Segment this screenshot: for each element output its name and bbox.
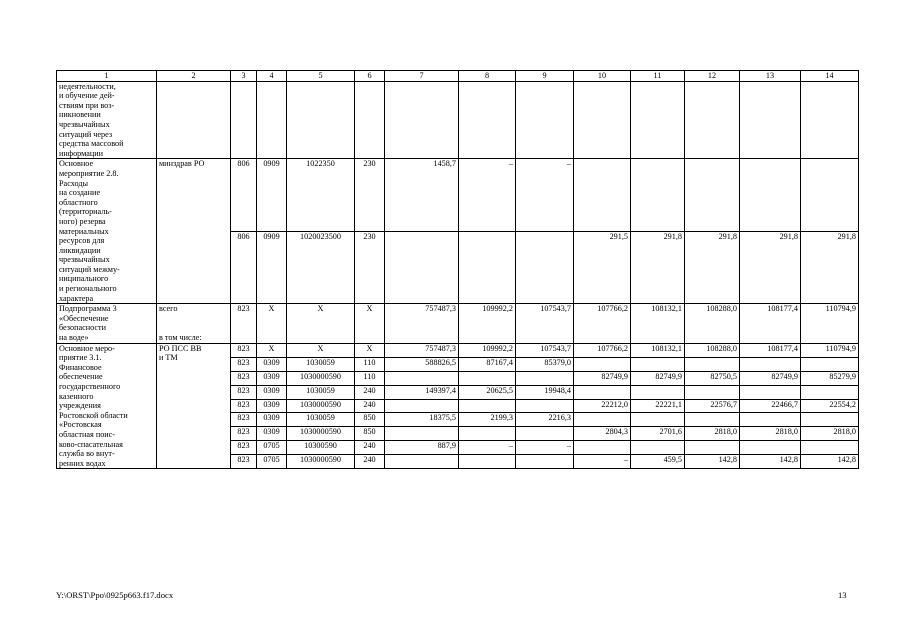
value-cell-col-4: Х bbox=[257, 343, 287, 357]
cell-text-line bbox=[159, 314, 228, 324]
value-cell-col-12 bbox=[685, 81, 740, 159]
value-cell-col-8 bbox=[459, 371, 516, 385]
value-cell-col-5: 1030059 bbox=[287, 413, 355, 427]
value-cell-col-10 bbox=[574, 413, 631, 427]
value-cell-col-3: 823 bbox=[231, 455, 257, 469]
value-cell-col-10: – bbox=[574, 455, 631, 469]
cell-text-line: областного bbox=[59, 197, 98, 207]
value-cell-col-11 bbox=[631, 413, 685, 427]
value-cell-col-6: 850 bbox=[355, 413, 385, 427]
value-cell-col-8 bbox=[459, 231, 516, 303]
value-cell-col-10 bbox=[574, 81, 631, 159]
value-cell-col-13 bbox=[740, 441, 801, 455]
value-cell-col-4: 0705 bbox=[257, 455, 287, 469]
value-cell-col-6: 850 bbox=[355, 427, 385, 441]
value-cell-col-9: 107543,7 bbox=[516, 304, 574, 343]
value-cell-col-13: 142,8 bbox=[740, 455, 801, 469]
value-cell-col-8 bbox=[459, 81, 516, 159]
measure-name-cell bbox=[57, 343, 157, 469]
value-cell-col-8: – bbox=[459, 441, 516, 455]
cell-text-line: ствиям при воз- bbox=[59, 100, 115, 110]
cell-text-line: обеспечение bbox=[59, 372, 103, 382]
value-cell-col-11 bbox=[631, 441, 685, 455]
value-cell-col-6 bbox=[355, 81, 385, 159]
column-number-7: 7 bbox=[385, 71, 459, 82]
value-cell-col-11 bbox=[631, 385, 685, 399]
value-cell-col-12: 291,8 bbox=[685, 231, 740, 303]
value-cell-col-10: 82749,9 bbox=[574, 371, 631, 385]
value-cell-col-13: 82749,9 bbox=[740, 371, 801, 385]
cell-text-line: материальных bbox=[59, 226, 109, 236]
value-cell-col-8: 87167,4 bbox=[459, 357, 516, 371]
cell-text-line: недеятельности, bbox=[59, 81, 116, 91]
value-cell-col-9: 85379,0 bbox=[516, 357, 574, 371]
value-cell-col-11: 108132,1 bbox=[631, 304, 685, 343]
value-cell-col-6: 110 bbox=[355, 357, 385, 371]
value-cell-col-14: 291,8 bbox=[801, 231, 859, 303]
cell-text-line: Основное bbox=[59, 159, 94, 169]
value-cell-col-9: – bbox=[516, 441, 574, 455]
value-cell-col-12: 108288,0 bbox=[685, 343, 740, 357]
value-cell-col-12: 82750,5 bbox=[685, 371, 740, 385]
cell-text-line: минздрав РО bbox=[159, 159, 205, 169]
column-number-12: 12 bbox=[685, 71, 740, 82]
value-cell-col-9: 2216,3 bbox=[516, 413, 574, 427]
value-cell-col-4: 0309 bbox=[257, 427, 287, 441]
footer-file-path: Y:\ORST\Ppo\0925p663.f17.docx bbox=[56, 590, 174, 600]
value-cell-col-3: 823 bbox=[231, 304, 257, 343]
column-number-1: 1 bbox=[57, 71, 157, 82]
cell-text-line: и регионального bbox=[59, 284, 117, 294]
value-cell-col-7 bbox=[385, 371, 459, 385]
value-cell-col-8: – bbox=[459, 159, 516, 231]
value-cell-col-10: 22212,0 bbox=[574, 399, 631, 413]
cell-text-line: никновении bbox=[59, 110, 101, 120]
value-cell-col-7: 1458,7 bbox=[385, 159, 459, 231]
value-cell-col-11: 291,8 bbox=[631, 231, 685, 303]
cell-text-line: на воде» bbox=[59, 333, 89, 343]
value-cell-col-11: 459,5 bbox=[631, 455, 685, 469]
cell-text-line: (территориаль- bbox=[59, 207, 112, 217]
value-cell-col-4: 0309 bbox=[257, 413, 287, 427]
value-cell-col-9 bbox=[516, 399, 574, 413]
value-cell-col-9: 107543,7 bbox=[516, 343, 574, 357]
value-cell-col-14 bbox=[801, 81, 859, 159]
value-cell-col-14: 85279,9 bbox=[801, 371, 859, 385]
value-cell-col-5: 1030000590 bbox=[287, 371, 355, 385]
value-cell-col-12 bbox=[685, 441, 740, 455]
cell-text-line: служба во внут- bbox=[59, 449, 115, 459]
value-cell-col-10: 107766,2 bbox=[574, 304, 631, 343]
column-number-11: 11 bbox=[631, 71, 685, 82]
value-cell-col-13: 108177,4 bbox=[740, 343, 801, 357]
cell-text-line: на создание bbox=[59, 188, 101, 198]
cell-text-line: информации bbox=[59, 148, 104, 158]
value-cell-col-9 bbox=[516, 231, 574, 303]
value-cell-col-4: 0309 bbox=[257, 357, 287, 371]
cell-text-line: средства массовой bbox=[59, 139, 124, 149]
value-cell-col-7: 18375,5 bbox=[385, 413, 459, 427]
value-cell-col-10 bbox=[574, 159, 631, 231]
value-cell-col-14: 2818,0 bbox=[801, 427, 859, 441]
value-cell-col-8 bbox=[459, 399, 516, 413]
value-cell-col-13: 291,8 bbox=[740, 231, 801, 303]
value-cell-col-13 bbox=[740, 413, 801, 427]
column-number-9: 9 bbox=[516, 71, 574, 82]
value-cell-col-3: 823 bbox=[231, 343, 257, 357]
column-number-10: 10 bbox=[574, 71, 631, 82]
value-cell-col-8 bbox=[459, 455, 516, 469]
value-cell-col-7: 757487,3 bbox=[385, 343, 459, 357]
value-cell-col-5: 10300590 bbox=[287, 441, 355, 455]
value-cell-col-6: 240 bbox=[355, 455, 385, 469]
value-cell-col-9 bbox=[516, 427, 574, 441]
value-cell-col-7: 887,9 bbox=[385, 441, 459, 455]
table-row bbox=[57, 81, 859, 159]
value-cell-col-9: – bbox=[516, 159, 574, 231]
value-cell-col-12 bbox=[685, 357, 740, 371]
value-cell-col-8: 20625,5 bbox=[459, 385, 516, 399]
value-cell-col-14: 22554,2 bbox=[801, 399, 859, 413]
value-cell-col-14 bbox=[801, 385, 859, 399]
value-cell-col-11 bbox=[631, 357, 685, 371]
value-cell-col-5: 1020023500 bbox=[287, 231, 355, 303]
cell-text-line: учреждения bbox=[59, 401, 101, 411]
cell-text-line: характера bbox=[59, 293, 94, 303]
table-row bbox=[57, 159, 859, 231]
value-cell-col-9 bbox=[516, 455, 574, 469]
value-cell-col-14 bbox=[801, 357, 859, 371]
cell-text-line: чрезвычайных bbox=[59, 119, 110, 129]
value-cell-col-5: 1022350 bbox=[287, 159, 355, 231]
cell-text-line: всего bbox=[159, 304, 178, 314]
value-cell-col-10 bbox=[574, 357, 631, 371]
value-cell-col-12: 142,8 bbox=[685, 455, 740, 469]
value-cell-col-5: Х bbox=[287, 343, 355, 357]
value-cell-col-11 bbox=[631, 81, 685, 159]
value-cell-col-13: 108177,4 bbox=[740, 304, 801, 343]
value-cell-col-13: 22466,7 bbox=[740, 399, 801, 413]
cell-text-line: и обучение дей- bbox=[59, 91, 115, 101]
cell-text-line: Основное меро- bbox=[59, 343, 115, 353]
value-cell-col-9 bbox=[516, 371, 574, 385]
value-cell-col-9 bbox=[516, 81, 574, 159]
header-row bbox=[57, 71, 859, 82]
value-cell-col-11: 22221,1 bbox=[631, 399, 685, 413]
measure-name-cell bbox=[57, 159, 157, 304]
value-cell-col-12: 108288,0 bbox=[685, 304, 740, 343]
cell-text-line: и ТМ bbox=[159, 353, 178, 363]
cell-text-line: ресурсов для bbox=[59, 236, 105, 246]
value-cell-col-7 bbox=[385, 455, 459, 469]
column-number-13: 13 bbox=[740, 71, 801, 82]
cell-text-line: казенного bbox=[59, 391, 94, 401]
value-cell-col-3: 806 bbox=[231, 231, 257, 303]
cell-text-line: «Ростовская bbox=[59, 420, 102, 430]
value-cell-col-7: 149397,4 bbox=[385, 385, 459, 399]
cell-text-line bbox=[159, 323, 228, 333]
cell-text-line: ниципального bbox=[59, 274, 109, 284]
value-cell-col-13 bbox=[740, 159, 801, 231]
value-cell-col-5: 1030000590 bbox=[287, 427, 355, 441]
value-cell-col-4: 0705 bbox=[257, 441, 287, 455]
value-cell-col-3: 823 bbox=[231, 385, 257, 399]
value-cell-col-13 bbox=[740, 385, 801, 399]
value-cell-col-3: 823 bbox=[231, 413, 257, 427]
value-cell-col-6: 110 bbox=[355, 371, 385, 385]
value-cell-col-8: 2199,3 bbox=[459, 413, 516, 427]
value-cell-col-10 bbox=[574, 441, 631, 455]
value-cell-col-14: 110794,9 bbox=[801, 304, 859, 343]
table-row bbox=[57, 304, 859, 343]
cell-text-line: безопасности bbox=[59, 323, 106, 333]
executor-cell bbox=[157, 159, 231, 304]
cell-text-line: Расходы bbox=[59, 178, 89, 188]
value-cell-col-11: 82749,9 bbox=[631, 371, 685, 385]
value-cell-col-12: 2818,0 bbox=[685, 427, 740, 441]
value-cell-col-9: 19948,4 bbox=[516, 385, 574, 399]
cell-text-line: ситуаций через bbox=[59, 129, 113, 139]
value-cell-col-6: Х bbox=[355, 343, 385, 357]
value-cell-col-10: 107766,2 bbox=[574, 343, 631, 357]
cell-text-line: РО ПСС ВВ bbox=[159, 343, 202, 353]
value-cell-col-10 bbox=[574, 385, 631, 399]
value-cell-col-5: 1030000590 bbox=[287, 399, 355, 413]
executor-cell bbox=[157, 343, 231, 469]
value-cell-col-3 bbox=[231, 81, 257, 159]
column-number-2: 2 bbox=[157, 71, 231, 82]
cell-text-line: государственного bbox=[59, 382, 121, 391]
column-number-8: 8 bbox=[459, 71, 516, 82]
column-number-3: 3 bbox=[231, 71, 257, 82]
cell-text-line: мероприятие 2.8. bbox=[59, 168, 119, 178]
table-row bbox=[57, 343, 859, 357]
value-cell-col-14: 110794,9 bbox=[801, 343, 859, 357]
value-cell-col-12 bbox=[685, 159, 740, 231]
value-cell-col-6: 240 bbox=[355, 399, 385, 413]
value-cell-col-4: 0309 bbox=[257, 399, 287, 413]
value-cell-col-13 bbox=[740, 357, 801, 371]
cell-text-line: Ростовской области bbox=[59, 410, 128, 420]
executor-cell bbox=[157, 81, 231, 159]
value-cell-col-6: Х bbox=[355, 304, 385, 343]
value-cell-col-14: 142,8 bbox=[801, 455, 859, 469]
value-cell-col-3: 823 bbox=[231, 441, 257, 455]
cell-text-line: чрезвычайных bbox=[59, 255, 110, 265]
value-cell-col-7 bbox=[385, 399, 459, 413]
value-cell-col-8: 109992,2 bbox=[459, 343, 516, 357]
value-cell-col-5: 1030059 bbox=[287, 357, 355, 371]
value-cell-col-7 bbox=[385, 231, 459, 303]
value-cell-col-6: 230 bbox=[355, 231, 385, 303]
value-cell-col-5: Х bbox=[287, 304, 355, 343]
value-cell-col-6: 240 bbox=[355, 385, 385, 399]
value-cell-col-7: 757487,3 bbox=[385, 304, 459, 343]
value-cell-col-12 bbox=[685, 413, 740, 427]
value-cell-col-11: 2701,6 bbox=[631, 427, 685, 441]
value-cell-col-6: 230 bbox=[355, 159, 385, 231]
value-cell-col-7 bbox=[385, 427, 459, 441]
cell-text-line: ликвидации bbox=[59, 245, 101, 255]
value-cell-col-3: 823 bbox=[231, 399, 257, 413]
value-cell-col-7 bbox=[385, 81, 459, 159]
value-cell-col-13: 2818,0 bbox=[740, 427, 801, 441]
executor-cell bbox=[157, 304, 231, 343]
value-cell-col-13 bbox=[740, 81, 801, 159]
cell-text-line: ренних водах bbox=[59, 458, 106, 468]
value-cell-col-10: 291,5 bbox=[574, 231, 631, 303]
value-cell-col-10: 2804,3 bbox=[574, 427, 631, 441]
value-cell-col-4: 0309 bbox=[257, 371, 287, 385]
value-cell-col-12: 22576,7 bbox=[685, 399, 740, 413]
value-cell-col-4: Х bbox=[257, 304, 287, 343]
value-cell-col-8 bbox=[459, 427, 516, 441]
cell-text-line: «Обеспечение bbox=[59, 313, 109, 323]
cell-text-line: в том числе: bbox=[159, 333, 202, 343]
cell-text-line: ково-спасательная bbox=[59, 439, 123, 449]
value-cell-col-14 bbox=[801, 159, 859, 231]
value-cell-col-6: 240 bbox=[355, 441, 385, 455]
value-cell-col-3: 823 bbox=[231, 427, 257, 441]
value-cell-col-7: 588826,5 bbox=[385, 357, 459, 371]
value-cell-col-5 bbox=[287, 81, 355, 159]
page-number: 13 bbox=[838, 590, 847, 600]
cell-text-line: Финансовое bbox=[59, 362, 102, 372]
column-number-14: 14 bbox=[801, 71, 859, 82]
measure-name-cell bbox=[57, 304, 157, 343]
value-cell-col-12 bbox=[685, 385, 740, 399]
value-cell-col-4: 0309 bbox=[257, 385, 287, 399]
column-number-4: 4 bbox=[257, 71, 287, 82]
value-cell-col-4: 0909 bbox=[257, 231, 287, 303]
value-cell-col-14 bbox=[801, 413, 859, 427]
value-cell-col-3: 823 bbox=[231, 357, 257, 371]
value-cell-col-8: 109992,2 bbox=[459, 304, 516, 343]
value-cell-col-3: 806 bbox=[231, 159, 257, 231]
value-cell-col-4: 0909 bbox=[257, 159, 287, 231]
value-cell-col-5: 1030000590 bbox=[287, 455, 355, 469]
value-cell-col-11: 108132,1 bbox=[631, 343, 685, 357]
cell-text-line: Подпрограмма 3 bbox=[59, 304, 117, 314]
measure-name-cell bbox=[57, 81, 157, 159]
budget-table bbox=[56, 70, 859, 469]
cell-text-line: приятие 3.1. bbox=[59, 353, 102, 363]
cell-text-line: ситуаций межму- bbox=[59, 264, 120, 274]
column-number-6: 6 bbox=[355, 71, 385, 82]
value-cell-col-11 bbox=[631, 159, 685, 231]
value-cell-col-5: 1030059 bbox=[287, 385, 355, 399]
value-cell-col-3: 823 bbox=[231, 371, 257, 385]
cell-text-line: ного) резерва bbox=[59, 216, 106, 226]
value-cell-col-14 bbox=[801, 441, 859, 455]
value-cell-col-4 bbox=[257, 81, 287, 159]
column-number-5: 5 bbox=[287, 71, 355, 82]
cell-text-line: областная поис- bbox=[59, 429, 116, 439]
